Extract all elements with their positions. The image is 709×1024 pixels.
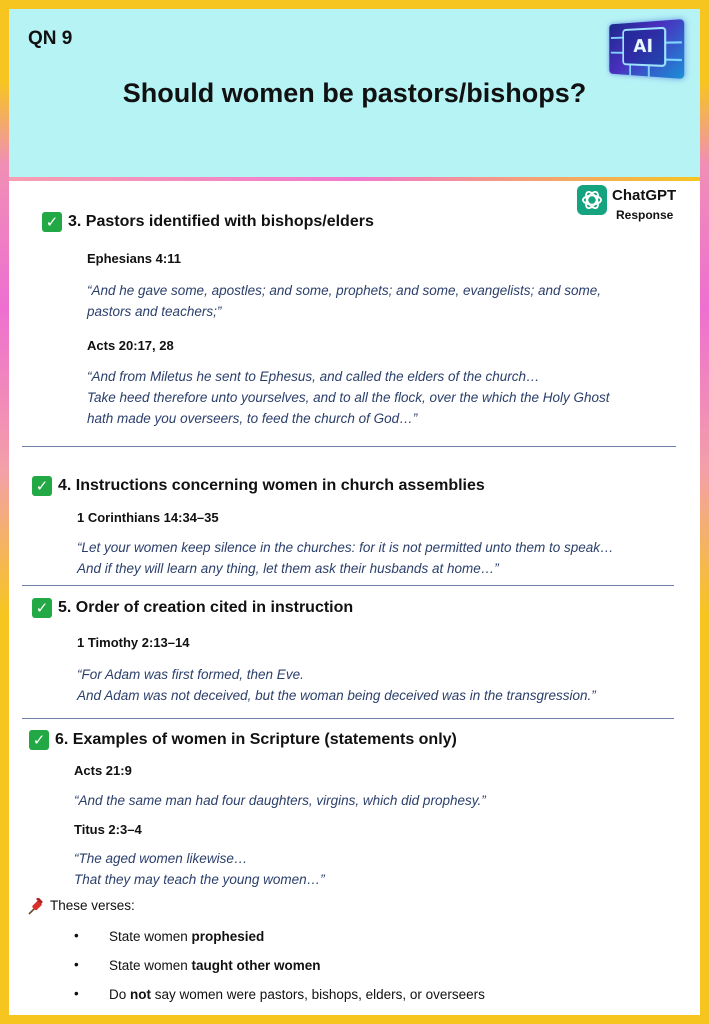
verse-reference: Acts 21:9 [74, 763, 132, 778]
source-subtitle: Response [616, 208, 674, 222]
verse-quote [74, 790, 486, 811]
verse-quote [74, 848, 325, 890]
section-divider [22, 446, 676, 447]
quote-line: hath made you overseers, to feed the church of God…” [87, 411, 418, 426]
bullet-text-bold: taught other women [191, 958, 321, 973]
quote-line: “And he gave some, apostles; and some, prophets; and some, evangelists; and some, [87, 283, 602, 298]
verse-quote [77, 537, 614, 579]
quote-line: “And from Miletus he sent to Ephesus, and called the elders of the church… [87, 369, 540, 384]
verse-reference: Titus 2:3–4 [74, 822, 142, 837]
checkmark-icon: ✓ [42, 212, 62, 232]
section-divider [22, 718, 674, 719]
bullet-text-bold: prophesied [191, 929, 265, 944]
bullet-text [109, 929, 264, 944]
bullet-dot: • [74, 928, 79, 943]
bullet-text-pre: State women [109, 929, 192, 944]
verse-reference: Ephesians 4:11 [87, 251, 181, 266]
quote-line: And Adam was not deceived, but the woman being deceived was in the transgression.” [77, 688, 596, 703]
bullet-text [109, 958, 321, 973]
bullet-text-pre: State women [109, 958, 192, 973]
bullet-dot: • [74, 986, 79, 1001]
section-title: 6. Examples of women in Scripture (statements only) [55, 731, 457, 748]
checkmark-icon: ✓ [32, 598, 52, 618]
verse-reference: 1 Corinthians 14:34–35 [77, 510, 219, 525]
verse-quote [87, 280, 601, 322]
verse-reference: Acts 20:17, 28 [87, 338, 174, 353]
frame-left [0, 0, 9, 1024]
source-name: ChatGPT [612, 187, 677, 204]
page-title: Should women be pastors/bishops? [122, 78, 587, 108]
quote-line: “For Adam was first formed, then Eve. [77, 667, 304, 682]
section-divider [22, 585, 674, 586]
quote-line: “Let your women keep silence in the churches: for it is not permitted unto them to speak… [77, 540, 614, 555]
verse-quote [77, 664, 596, 706]
frame-right [700, 0, 709, 1024]
bullet-text [109, 987, 485, 1002]
question-number: QN 9 [28, 28, 73, 49]
bullet-text-bold: not [130, 987, 152, 1002]
section-title: 4. Instructions concerning women in church assemblies [58, 477, 485, 494]
frame-top [0, 0, 709, 9]
verse-reference: 1 Timothy 2:13–14 [77, 635, 190, 650]
chatgpt-logo-icon [577, 185, 607, 215]
pushpin-icon [27, 898, 45, 916]
note-label: These verses: [50, 898, 135, 913]
frame-bottom [0, 1015, 709, 1024]
ai-chip-label: AI [622, 27, 666, 67]
quote-line: “The aged women likewise… [74, 851, 248, 866]
bullet-text-post: say women were pastors, bishops, elders, or overseers [151, 987, 485, 1002]
quote-line: Take heed therefore unto yourselves, and to all the flock, over the which the Holy Ghost [87, 390, 610, 405]
quote-line: pastors and teachers;” [87, 304, 222, 319]
bullet-text-pre: Do [109, 987, 131, 1002]
section-title: 5. Order of creation cited in instruction [58, 599, 354, 616]
ai-chip-icon [609, 19, 684, 79]
quote-line: And if they will learn any thing, let them ask their husbands at home…” [77, 561, 499, 576]
quote-line: That they may teach the young women…” [74, 872, 325, 887]
verse-quote [87, 366, 610, 429]
bullet-dot: • [74, 957, 79, 972]
quote-line: “And the same man had four daughters, virgins, which did prophesy.” [74, 793, 486, 808]
section-title: 3. Pastors identified with bishops/elders [68, 213, 374, 230]
header-divider [9, 177, 700, 181]
checkmark-icon: ✓ [29, 730, 49, 750]
checkmark-icon: ✓ [32, 476, 52, 496]
